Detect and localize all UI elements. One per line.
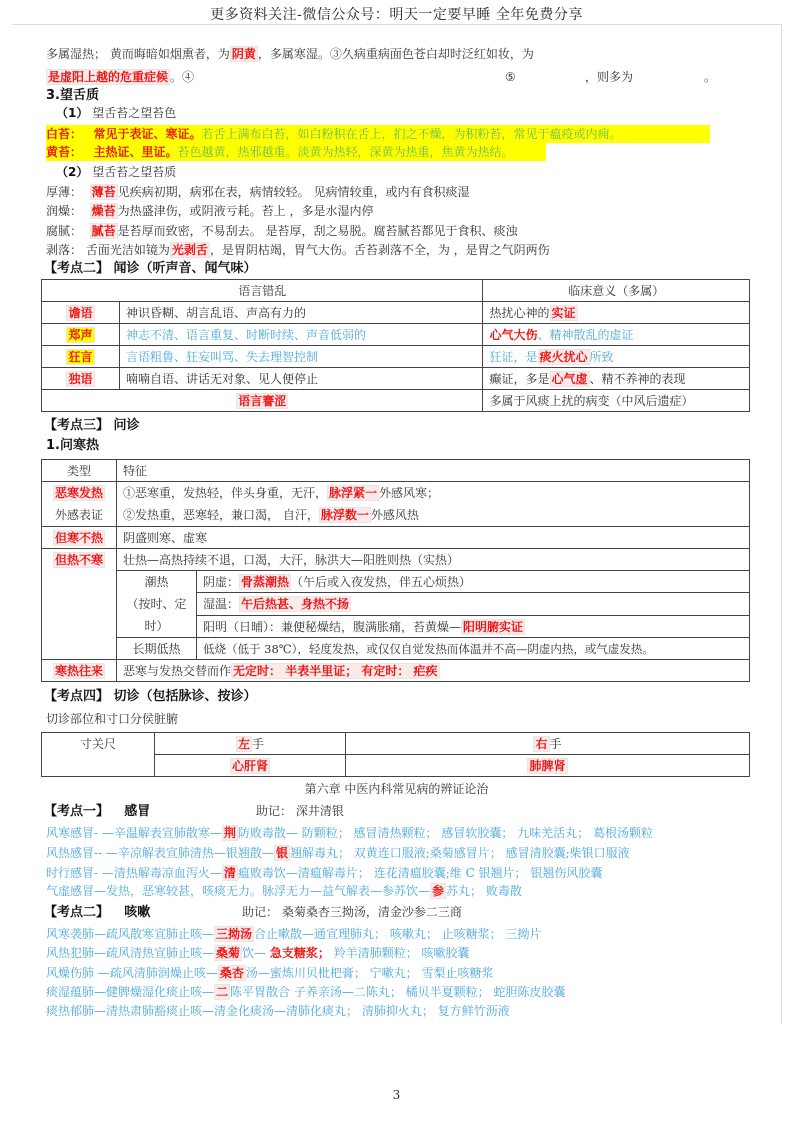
highlight-term: 薄苔: [91, 185, 116, 199]
meaning-cell: [483, 368, 750, 390]
highlight-term: 参: [432, 884, 445, 898]
table-row: [42, 660, 750, 682]
prescription-text: 风热犯肺—疏风清热宣肺止咳—: [46, 946, 215, 960]
feature-text: （午后或入夜发热，伴五心烦热）: [291, 575, 472, 590]
feature-cell: [197, 615, 750, 637]
chapter-title: 第六章 中医内科常见病的辨证论治: [304, 782, 489, 796]
highlight-term: 银: [275, 846, 288, 860]
right-hand-cell: [346, 733, 750, 755]
table-row: [42, 368, 750, 390]
prescription-line: [46, 983, 565, 1001]
yellow-coating-key: 主热证、里证。: [93, 145, 178, 159]
highlight-term: 左: [237, 737, 250, 751]
left-hand-cell: [155, 733, 346, 755]
subsection-1: [56, 104, 176, 122]
low-fever-cell: 长期低热: [117, 638, 197, 660]
term: 但寒不热: [54, 531, 103, 545]
prescription-text: 痰湿蕴肺—健脾燥湿化痰止咳—: [46, 985, 215, 999]
intro-line-2: [46, 68, 194, 86]
prescription-text: 痰热郁肺—清热肃肺豁痰止咳—清金化痰汤—清肺化痰丸； 清肺抑火丸； 复方鲜竹沥液: [46, 1004, 510, 1018]
prescription-text: 风寒袭肺—疏风散寒宣肺止咳—: [46, 927, 215, 941]
coating-text: 为热盛津伤，或阴液亏耗。苔上 ，多是水湿内停: [117, 204, 374, 218]
highlight-term: 骨蒸潮热: [241, 575, 290, 590]
highlight-term: 桑杏: [219, 966, 244, 980]
meaning-text: 所致: [589, 350, 614, 364]
highlight-term: 荆: [223, 826, 236, 840]
intro-text: 多属湿热； 黄而晦暗如烟熏者，为: [46, 47, 230, 61]
highlight-term: 燥苔: [91, 204, 116, 218]
highlight-term: 急支糖浆；: [269, 946, 330, 960]
prescription-text: 瘟败毒饮—清瘟解毒片； 连花清瘟胶囊;维 C 银翘片； 银翘伤风胶囊: [237, 866, 603, 880]
coating-text: ，是胃阴枯竭，胃气大伤。舌苔剥落不全，为 ，是胃之气阴两伤: [209, 243, 550, 257]
feature-label: 湿温：: [203, 597, 240, 612]
highlight-term: 痰火扰心: [539, 350, 588, 364]
white-coating-key: 常见于表证、寒证。: [93, 127, 202, 141]
meaning-cell: [483, 346, 750, 368]
coating-label: 剥落：: [46, 243, 83, 257]
highlight-term: 是虚阳上越的危重症候: [48, 70, 169, 84]
prescription-line: [46, 944, 470, 962]
yellow-coating-label: 黄苔：: [46, 145, 83, 159]
intro-text: 。④: [170, 70, 195, 84]
pulse-table: [41, 732, 750, 777]
feature-cell: [117, 660, 750, 682]
type-cell: [42, 660, 117, 682]
prescription-line: [46, 864, 602, 882]
white-coating-label: 白苔：: [46, 127, 83, 141]
prescription-text: 汤—蜜炼川贝枇杷膏； 宁嗽丸； 雪梨止咳糖浆: [245, 966, 494, 980]
cold-heading: [44, 802, 150, 821]
highlight-term: 二: [216, 985, 229, 999]
intro-text: ，多属寒湿。③久病重病面色苍白却时泛红如妆，为: [257, 47, 534, 61]
meaning-text: 、精神散乱的虚证: [537, 328, 634, 342]
highlight-term: 脉浮紧一: [329, 486, 378, 500]
header-cell: 类型: [42, 460, 117, 482]
kaodian-label: 【考点二】: [44, 905, 110, 920]
kaodian-2-title: 【考点二】 闻诊（听声音、闻气味）: [44, 261, 257, 276]
prescription-line: [46, 1002, 510, 1020]
subsection-number: （1）: [56, 106, 89, 120]
prescription-text: 饮—: [242, 946, 270, 960]
coating-text: 是苔厚而致密，不易刮去。 是苔厚，刮之易脱。腐苔腻苔都见于食积、痰浊: [117, 224, 518, 238]
hand-label: 手: [252, 737, 265, 751]
coating-row: [46, 183, 470, 201]
table-row: [42, 549, 750, 571]
highlight-term: 三拗汤: [216, 927, 253, 941]
left-organs-cell: [155, 755, 346, 777]
feature-label: 阴虚：: [203, 575, 240, 590]
feature-text: 外感风热: [370, 508, 419, 522]
meaning-cell: [483, 302, 750, 324]
coating-text: 见疾病初期，病邪在表，病情较轻。 见病情较重，或内有食积痰湿: [117, 185, 470, 199]
coating-row: [46, 241, 550, 259]
table-row: [42, 302, 750, 324]
prescription-line: [46, 882, 522, 900]
table-row: [42, 571, 750, 593]
right-organs-cell: [346, 755, 750, 777]
highlight-term: 无定时： 半表半里证； 有定时： 疟疾: [233, 664, 438, 678]
table-row: [42, 324, 750, 346]
feature-cell: [197, 571, 750, 593]
prescription-text: 苏丸； 败毒散: [446, 884, 522, 898]
header-cell: 语言错乱: [42, 280, 483, 302]
prescription-line: [46, 964, 493, 982]
intro-line-1: [46, 45, 534, 63]
term: 独语: [68, 372, 93, 386]
yellow-coating-desc: 苔色越黄，热邪越重。淡黄为热轻，深黄为热重，焦黄为热结。: [177, 145, 514, 159]
kaodian-label: 【考点一】: [44, 804, 110, 819]
pulse-position-cell: 寸关尺: [42, 733, 155, 777]
prescription-text: 气虚感冒—发热，恶寒较甚，咳痰无力。脉浮无力—益气解表—参苏饮—: [46, 884, 431, 898]
highlight-term: 光剥舌: [171, 243, 208, 257]
desc-cell: 喃喃自语、讲话无对象、见人便停止: [120, 368, 483, 390]
feature-cell: 壮热—高热持续不退，口渴，大汗，脉洪大—阳胜则热（实热）: [117, 549, 750, 571]
prescription-line: [46, 824, 653, 842]
highlight-term: 阴黄: [231, 47, 256, 61]
kaodian-3-title: 【考点三】 问诊: [44, 418, 140, 433]
term: 但热不寒: [54, 553, 103, 567]
highlight-term: 心肝肾: [231, 759, 268, 773]
type-cell: [42, 549, 117, 660]
feature-text: 阳明（日晡）：兼便秘燥结，腹满胀痛，苔黄燥—: [203, 619, 462, 634]
disease-name: 感冒: [124, 804, 151, 819]
feature-text: 外感风寒；: [379, 486, 440, 500]
feature-text: ②发热重，恶寒轻，兼口渴， 自汗，: [123, 508, 319, 522]
term-cell: [42, 324, 120, 346]
coating-label: 厚薄：: [46, 185, 83, 199]
prescription-text: 陈平胃散合 子养亲汤—二陈丸； 橘贝半夏颗粒； 蛇胆陈皮胶囊: [230, 985, 566, 999]
disease-name: 咳嗽: [124, 905, 151, 920]
listening-table: [41, 279, 750, 412]
meaning-text: 癫证，多是: [489, 372, 550, 386]
hand-label: 手: [549, 737, 562, 751]
tide-fever-cell: 潮热 （按时、定 时）: [117, 571, 197, 638]
cough-heading: [44, 903, 150, 922]
type-sub: 外感表证: [54, 508, 103, 522]
desc-cell: 神识昏糊、胡言乱语、声高有力的: [120, 302, 483, 324]
highlight-term: 肺脾肾: [529, 759, 566, 773]
highlight-term: 午后热甚、身热不扬: [241, 597, 350, 612]
coating-text: 舌面光洁如镜为: [82, 243, 170, 257]
desc-cell: 神志不清、语言重复、时断时续、声音低弱的: [120, 324, 483, 346]
meaning-cell: 多属于风痰上扰的病变（中风后遗症）: [483, 390, 750, 412]
highlight-term: 右: [535, 737, 548, 751]
prescription-line: [46, 925, 541, 943]
table-row: [42, 390, 750, 412]
meaning-cell: [483, 324, 750, 346]
highlight-term: 清: [223, 866, 236, 880]
coating-label: 润燥：: [46, 204, 83, 218]
term: 郑声: [68, 328, 93, 342]
highlight-term: 心气虚: [551, 372, 588, 386]
highlight-term: 脉浮数一: [320, 508, 369, 522]
page-header: 更多资料关注-微信公众号：明天一定要早睡 全年免费分享: [210, 7, 583, 23]
kaodian-4-subtitle: 切诊部位和寸口分侯脏腑: [46, 712, 179, 726]
kaodian-4-title: 【考点四】 切诊（包括脉诊、按诊）: [44, 689, 257, 704]
intro-text: ，则多为: [585, 70, 634, 84]
section-title: 3.望舌质: [46, 88, 99, 103]
feature-cell: [197, 593, 750, 615]
meaning-text: 、精不养神的表现: [589, 372, 686, 386]
highlight-term: 腻苔: [91, 224, 116, 238]
type-cell: [42, 482, 117, 527]
prescription-text: 风燥伤肺 —疏风清肺润燥止咳—: [46, 966, 218, 980]
type-cell: [42, 527, 117, 549]
term: 语言謇涩: [238, 394, 287, 408]
term-cell: [42, 346, 120, 368]
mnemonic: 助记： 深井清银: [256, 804, 344, 818]
section-title: 1.问寒热: [46, 438, 99, 453]
meaning-text: 热扰心神的: [489, 306, 550, 320]
subsection-2: [56, 163, 176, 181]
subsection-label: 望舌苔之望苔质: [92, 165, 177, 179]
yellow-coating-line: [46, 143, 514, 161]
prescription-text: 防败毒散— 防颗粒； 感冒清热颗粒； 感冒软胶囊； 九味羌活丸； 葛根汤颗粒: [237, 826, 653, 840]
feature-cell: [117, 482, 750, 527]
prescription-text: 时行感冒- —清热解毒凉血泻火—: [46, 866, 222, 880]
coating-row: [46, 202, 374, 220]
intro-text: 。: [704, 70, 717, 84]
prescription-text: 风寒感冒- —辛温解表宣肺散寒—: [46, 826, 222, 840]
prescription-text: 风热感冒-- —辛凉解表宣肺清热—银翘散—: [46, 846, 274, 860]
table-row: [42, 733, 750, 755]
term: 寒热往来: [54, 664, 103, 678]
intro-circle-5: ⑤: [505, 70, 516, 84]
prescription-text: 羚羊清肺颗粒； 咳嗽胶囊: [329, 946, 470, 960]
table-row: [42, 638, 750, 660]
term-cell: [42, 302, 120, 324]
meaning-text: 狂证，是: [489, 350, 538, 364]
white-coating-line: [46, 125, 622, 143]
mnemonic: 助记： 桑菊桑杏三拗汤，清金沙参二三商: [242, 905, 462, 919]
prescription-text: 合止嗽散—通宣理肺丸； 咳嗽丸； 止咳糖浆； 三拗片: [254, 927, 542, 941]
highlight-term: 桑菊: [216, 946, 241, 960]
feature-text: ①恶寒重，发热轻，伴头身重，无汗，: [123, 486, 328, 500]
white-coating-desc: 若舌上满布白苔，如白粉积在舌上，扪之不燥，为积粉苔，常见于瘟疫或内痈。: [201, 127, 622, 141]
coating-label: 腐腻：: [46, 224, 83, 238]
table-row: [42, 346, 750, 368]
prescription-text: 翘解毒丸； 双黄连口服液;桑菊感冒片； 感冒清胶囊;柴银口服液: [289, 846, 630, 860]
header-cell: 临床意义（多属）: [483, 280, 750, 302]
term-cell: [42, 390, 483, 412]
term: 谵语: [68, 306, 93, 320]
feature-cell: 低烧（低于 38℃），轻度发热，或仅仅自觉发热而体温并不高—阴虚内热，或气虚发热。: [197, 638, 750, 660]
header-cell: 特征: [117, 460, 750, 482]
coating-row: [46, 222, 518, 240]
term: 狂言: [68, 350, 93, 364]
table-row: [42, 482, 750, 527]
table-row: [42, 527, 750, 549]
subsection-label: 望舌苔之望苔色: [92, 106, 177, 120]
highlight-term: 实证: [551, 306, 576, 320]
page-number: 3: [392, 1088, 401, 1102]
prescription-line: [46, 844, 630, 862]
highlight-term: 心气大伤: [489, 328, 538, 342]
highlight-term: 阳明腑实证: [463, 619, 524, 634]
feature-cell: 阴盛则寒、虚寒: [117, 527, 750, 549]
table-header-row: [42, 280, 750, 302]
subsection-number: （2）: [56, 165, 89, 179]
term-cell: [42, 368, 120, 390]
term: 恶寒发热: [54, 486, 103, 500]
table-header-row: [42, 460, 750, 482]
feature-text: 恶寒与发热交替而作: [123, 664, 232, 678]
desc-cell: 言语粗鲁、狂妄叫骂、失去理智控制: [120, 346, 483, 368]
cold-heat-table: [41, 459, 750, 682]
